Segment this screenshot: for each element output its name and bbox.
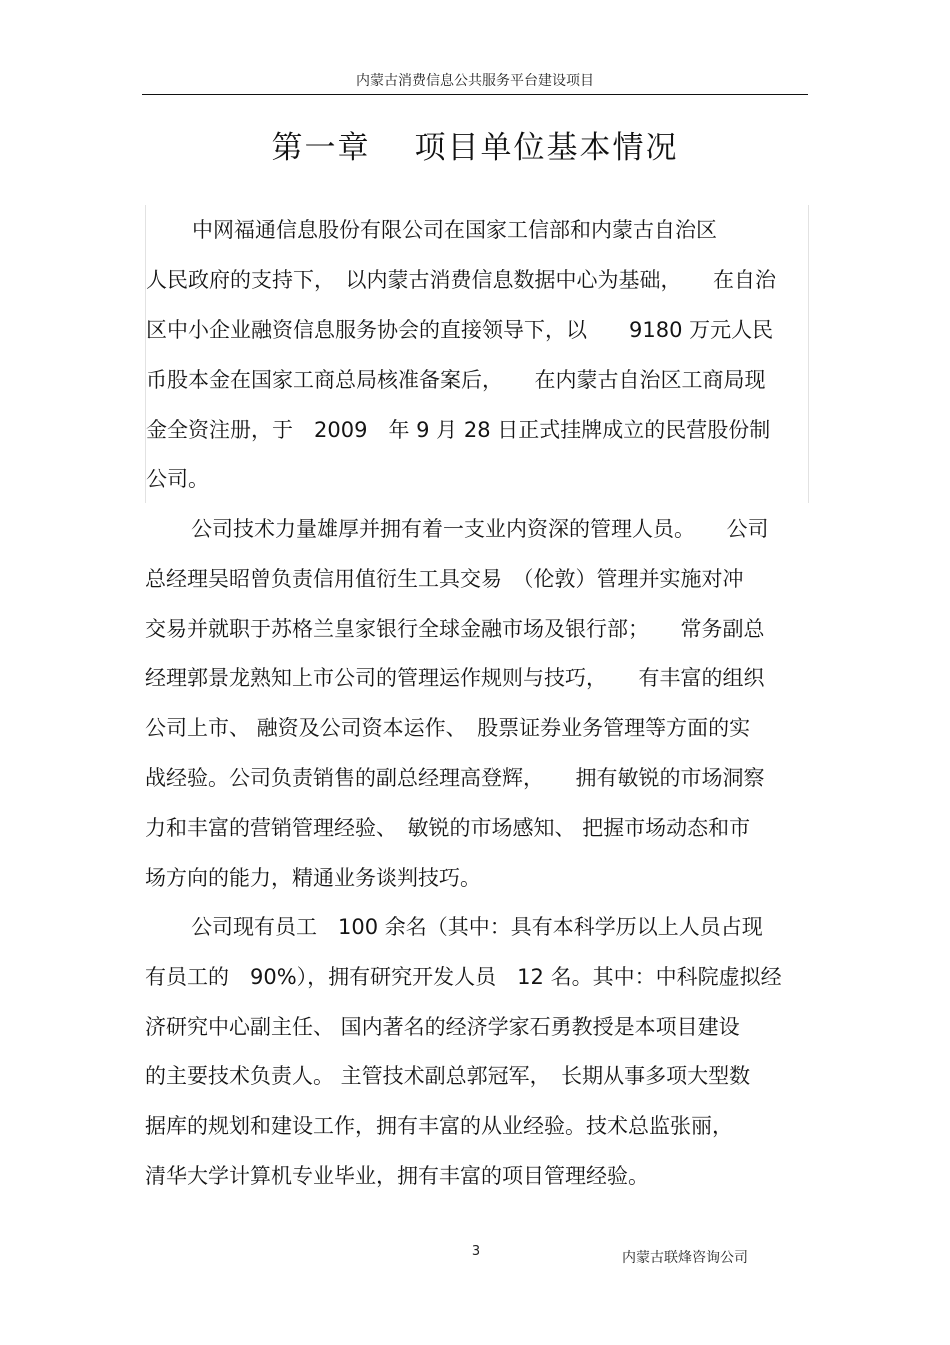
paragraph-company-background <box>145 205 809 503</box>
chapter-heading: 项目单位基本情况 <box>414 130 679 166</box>
paragraph-line: 公司上市、 融资及公司资本运作、 股票证券业务管理等方面的实 <box>145 716 751 740</box>
chapter-title <box>0 126 950 170</box>
paragraph-line: 区中小企业融资信息服务协会的直接领导下，以 9180 万元人民 <box>146 318 774 342</box>
footer-company: 内蒙古联烽咨询公司 <box>622 1250 748 1266</box>
paragraph-line: 济研究中心副主任、 国内著名的经济学家石勇教授是本项目建设 <box>145 1015 740 1039</box>
paragraph-line: 战经验。公司负责销售的副总经理高登辉， 拥有敏锐的市场洞察 <box>145 766 765 790</box>
paragraph-line: 场方向的能力，精通业务谈判技巧。 <box>145 866 481 890</box>
paragraph-line: 公司技术力量雄厚并拥有着一支业内资深的管理人员。 公司 <box>191 517 769 541</box>
paragraph-line: 公司。 <box>146 467 209 491</box>
paragraph-staff-overview <box>145 909 810 1199</box>
paragraph-line: 力和丰富的营销管理经验、 敏锐的市场感知、 把握市场动态和市 <box>145 816 751 840</box>
paragraph-line: 有员工的 90%），拥有研究开发人员 12 名。其中：中科院虚拟经 <box>145 965 782 989</box>
paragraph-line: 清华大学计算机专业毕业，拥有丰富的项目管理经验。 <box>145 1164 649 1188</box>
paragraph-line: 币股本金在国家工商总局核准备案后， 在内蒙古自治区工商局现 <box>146 368 766 392</box>
paragraph-line: 中网福通信息股份有限公司在国家工信部和内蒙古自治区 <box>192 218 717 242</box>
page-number: 3 <box>471 1244 481 1259</box>
paragraph-line: 金全资注册，于 2009 年 9 月 28 日正式挂牌成立的民营股份制 <box>146 418 771 442</box>
running-header: 内蒙古消费信息公共服务平台建设项目 <box>356 73 594 89</box>
paragraph-line: 总经理吴昭曾负责信用值衍生工具交易 （伦敦）管理并实施对冲 <box>145 567 744 591</box>
paragraph-line: 的主要技术负责人。 主管技术副总郭冠军， 长期从事多项大型数 <box>145 1064 751 1088</box>
paragraph-line: 交易并就职于苏格兰皇家银行全球金融市场及银行部； 常务副总 <box>145 617 765 641</box>
paragraph-line: 公司现有员工 100 余名（其中：具有本科学历以上人员占现 <box>191 915 763 939</box>
paragraph-management-team <box>145 511 810 911</box>
header-divider <box>142 94 808 95</box>
paragraph-line: 经理郭景龙熟知上市公司的管理运作规则与技巧， 有丰富的组织 <box>145 666 765 690</box>
paragraph-line: 据库的规划和建设工作，拥有丰富的从业经验。技术总监张丽， <box>145 1114 733 1138</box>
paragraph-line: 人民政府的支持下， 以内蒙古消费信息数据中心为基础， 在自治 <box>146 268 776 292</box>
chapter-number: 第一章 <box>271 130 371 166</box>
